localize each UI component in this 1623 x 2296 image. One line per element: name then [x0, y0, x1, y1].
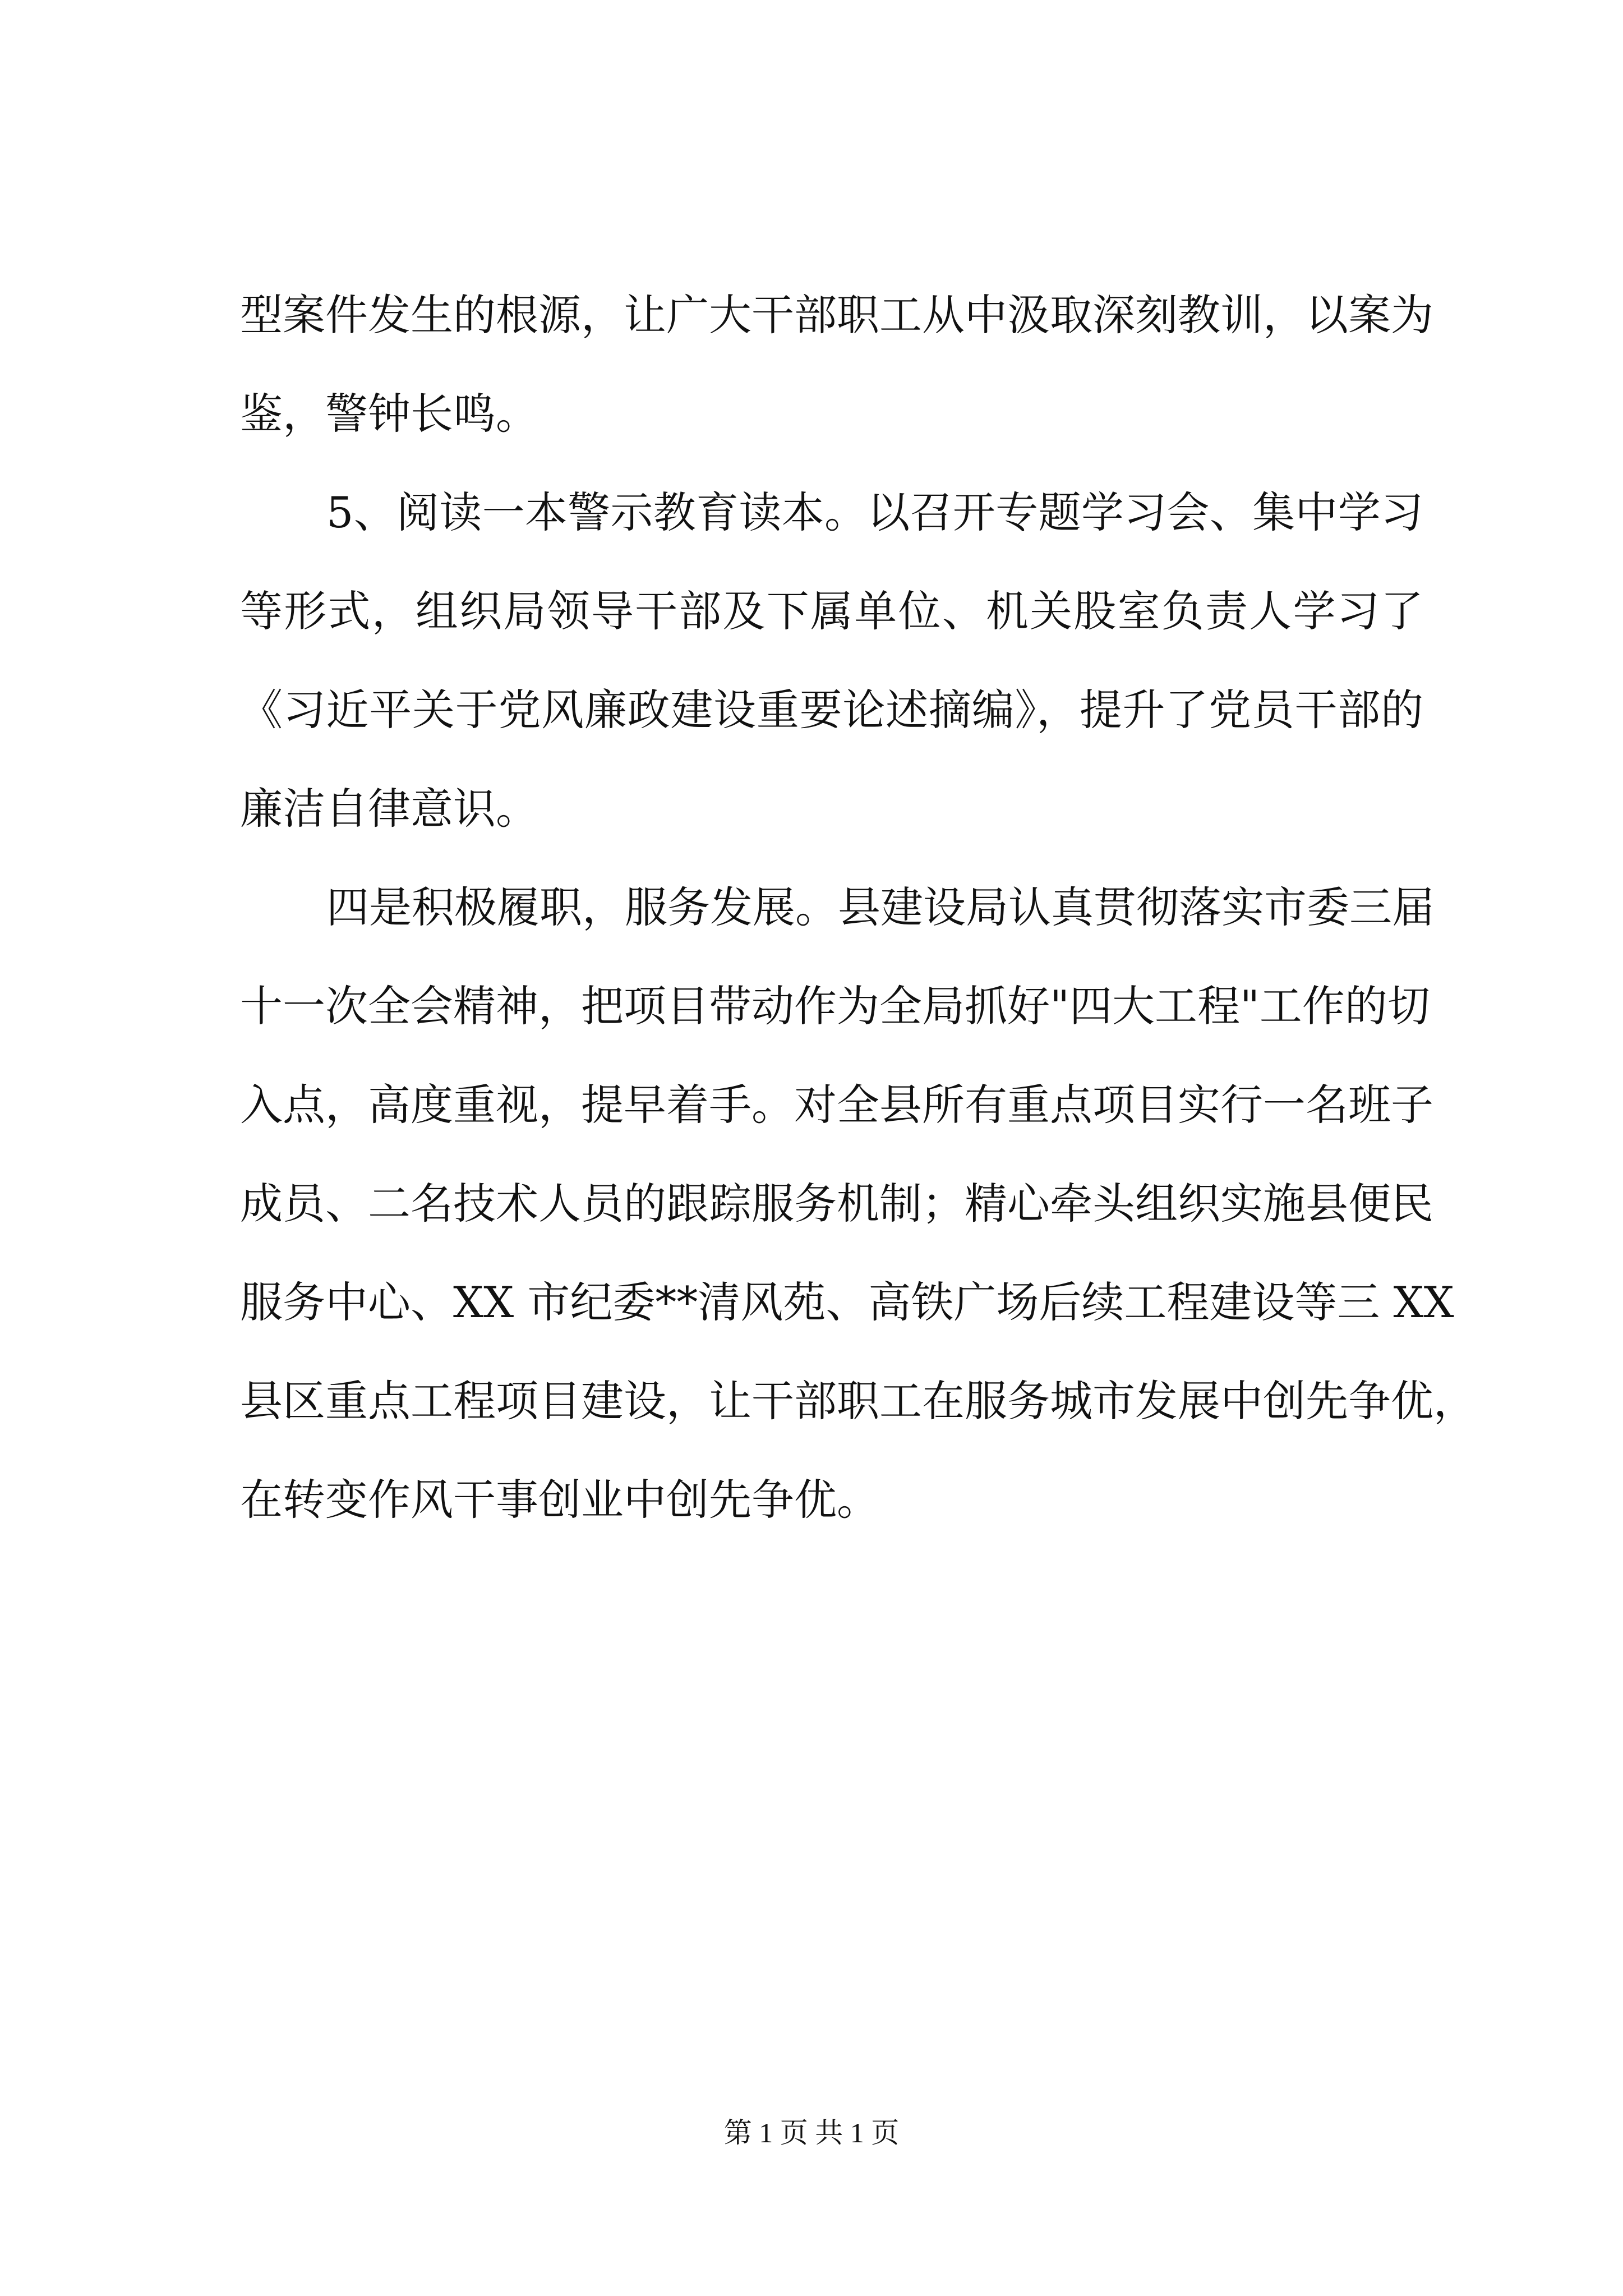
- paragraph-line: 四是积极履职，服务发展。县建设局认真贯彻落实市委三届: [326, 882, 1435, 932]
- document-body: [240, 290, 1476, 1576]
- paragraph-line: 入点，高度重视，提早着手。对全县所有重点项目实行一名班子: [240, 1080, 1433, 1130]
- paragraph-line: 鉴，警钟长鸣。: [240, 389, 538, 439]
- paragraph-line: 廉洁自律意识。: [240, 784, 538, 834]
- paragraph-line: 服务中心、XX 市纪委**清风苑、高铁广场后续工程建设等三 XX: [240, 1277, 1454, 1327]
- paragraph-line: 成员、二名技术人员的跟踪服务机制；精心牵头组织实施县便民: [240, 1179, 1433, 1228]
- paragraph-line: 5、阅读一本警示教育读本。以召开专题学习会、集中学习: [326, 487, 1423, 537]
- paragraph-line: 《习近平关于党风廉政建设重要论述摘编》，提升了党员干部的: [240, 685, 1423, 735]
- paragraph-line: 型案件发生的根源，让广大干部职工从中汲取深刻教训，以案为: [240, 290, 1433, 340]
- paragraph-line: 等形式，组织局领导干部及下属单位、机关股室负责人学习了: [240, 586, 1423, 636]
- page-number-footer: 第 1 页 共 1 页: [723, 2117, 900, 2148]
- paragraph-line: 十一次全会精神，把项目带动作为全局抓好"四大工程"工作的切: [240, 981, 1430, 1031]
- paragraph-line: 在转变作风干事创业中创先争优。: [240, 1475, 879, 1525]
- paragraph-line: 县区重点工程项目建设，让干部职工在服务城市发展中创先争优，: [240, 1376, 1476, 1426]
